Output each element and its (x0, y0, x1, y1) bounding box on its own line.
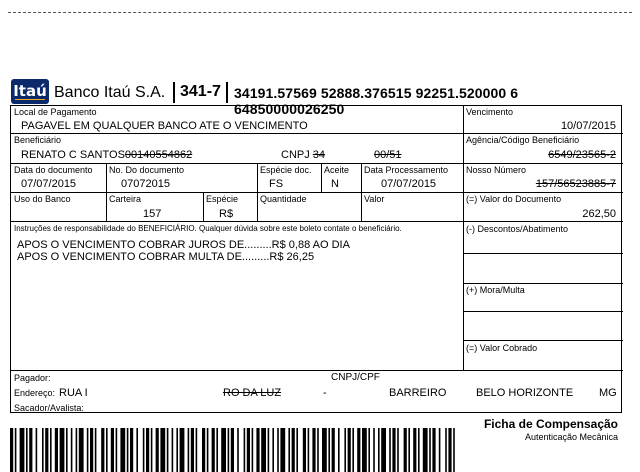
instrucoes-label: Instruções de responsabilidade do BENEFICIÁRIO. Qualquer dúvida sobre este boleto contate o beneficiário. (14, 224, 402, 233)
endereco-value: RUA I (59, 387, 88, 399)
barcode (10, 428, 455, 472)
beneficiario-label: Beneficiário (14, 135, 62, 145)
header-divider (173, 82, 175, 103)
cnpj-field: CNPJ 34 (281, 149, 326, 161)
no-documento-value: 07072015 (121, 178, 170, 190)
grid-line (463, 163, 623, 164)
instrucao-multa: APOS O VENCIMENTO COBRAR MULTA DE.........R$ 26,25 (17, 251, 315, 263)
uso-banco-label: Uso do Banco (14, 194, 71, 204)
especie-value: R$ (219, 208, 234, 220)
data-processamento-value: 07/07/2015 (381, 178, 437, 190)
agencia-value: 6549/23565-2 (548, 149, 616, 161)
grid-line (257, 163, 258, 221)
vencimento-value: 10/07/2015 (560, 120, 616, 132)
grid-line (463, 133, 623, 134)
grid-line (463, 192, 623, 193)
grid-line (11, 221, 463, 222)
grid-line (203, 192, 204, 221)
grid-line (11, 370, 623, 371)
endereco-separator: - (323, 387, 327, 399)
quantidade-label: Quantidade (260, 194, 307, 204)
redacted-value: 34 (312, 149, 326, 161)
vencimento-label: Vencimento (466, 107, 514, 117)
no-documento-label: No. Do documento (109, 165, 185, 175)
header-divider (226, 82, 228, 103)
redacted-address: RO DA LUZ (223, 387, 282, 399)
data-processamento-label: Data Processamento (364, 165, 449, 175)
valor-label: Valor (364, 194, 385, 204)
itau-logo: Itaú (11, 79, 49, 104)
valor-cobrado-label: (=) Valor Cobrado (466, 343, 538, 353)
data-documento-value: 07/07/2015 (21, 178, 77, 190)
grid-line (463, 311, 623, 312)
beneficiario-value: RENATO C SANTOS00140554862 (21, 149, 193, 161)
grid-line (321, 163, 322, 192)
carteira-label: Carteira (109, 194, 142, 204)
grid-line (463, 283, 623, 284)
carteira-value: 157 (143, 208, 162, 220)
local-pagamento-label: Local de Pagamento (14, 107, 97, 117)
nosso-numero-label: Nosso Número (466, 165, 527, 175)
local-pagamento-value: PAGAVEL EM QUALQUER BANCO ATE O VENCIMENTO (21, 120, 308, 132)
especie-doc-label: Espécie doc. (260, 165, 312, 175)
instrucao-juros: APOS O VENCIMENTO COBRAR JUROS DE.........R$ 0,88 AO DIA (17, 239, 350, 251)
ficha-compensacao: Ficha de Compensação (483, 417, 618, 431)
digitable-line: 34191.57569 52888.376515 92251.520000 6 64850000026250 (234, 85, 519, 117)
grid-line (11, 163, 463, 164)
boleto-grid (10, 105, 622, 413)
grid-line (11, 192, 463, 193)
mora-label: (+) Mora/Multa (466, 285, 525, 295)
descontos-label: (-) Descontos/Abatimento (466, 224, 569, 234)
valor-documento-label: (=) Valor do Documento (466, 194, 562, 204)
endereco-label: Endereço: (14, 388, 56, 398)
autenticacao-mecanica: Autenticação Mecânica (524, 432, 618, 442)
uf-value: MG (599, 387, 617, 399)
aceite-label: Aceite (324, 165, 350, 175)
especie-label: Espécie (206, 194, 239, 204)
grid-line (463, 106, 464, 370)
cut-line (8, 12, 632, 13)
sacador-label: Sacador/Avalista: (14, 403, 84, 413)
bairro-value: BARREIRO (389, 387, 447, 399)
bank-name: Banco Itaú S.A. (54, 84, 166, 101)
grid-line (463, 340, 623, 341)
bank-code: 341-7 (180, 83, 221, 100)
data-documento-label: Data do documento (14, 165, 93, 175)
redacted-value: 00140554862 (124, 149, 193, 161)
pagador-label: Pagador: (14, 373, 51, 383)
cidade-value: BELO HORIZONTE (476, 387, 574, 399)
valor-documento-value: 262,50 (582, 208, 616, 220)
nosso-numero-value: 157/56523885-7 (535, 178, 616, 190)
grid-line (463, 253, 623, 254)
pagador-cnpj-label: CNPJ/CPF (331, 372, 380, 383)
redacted-value: 00/51 (374, 149, 402, 161)
aceite-value: N (331, 178, 339, 190)
grid-line (463, 221, 623, 222)
grid-line (361, 163, 362, 221)
grid-line (106, 163, 107, 221)
grid-line (11, 133, 463, 134)
especie-doc-value: FS (269, 178, 284, 190)
agencia-label: Agência/Código Beneficiário (466, 135, 580, 145)
